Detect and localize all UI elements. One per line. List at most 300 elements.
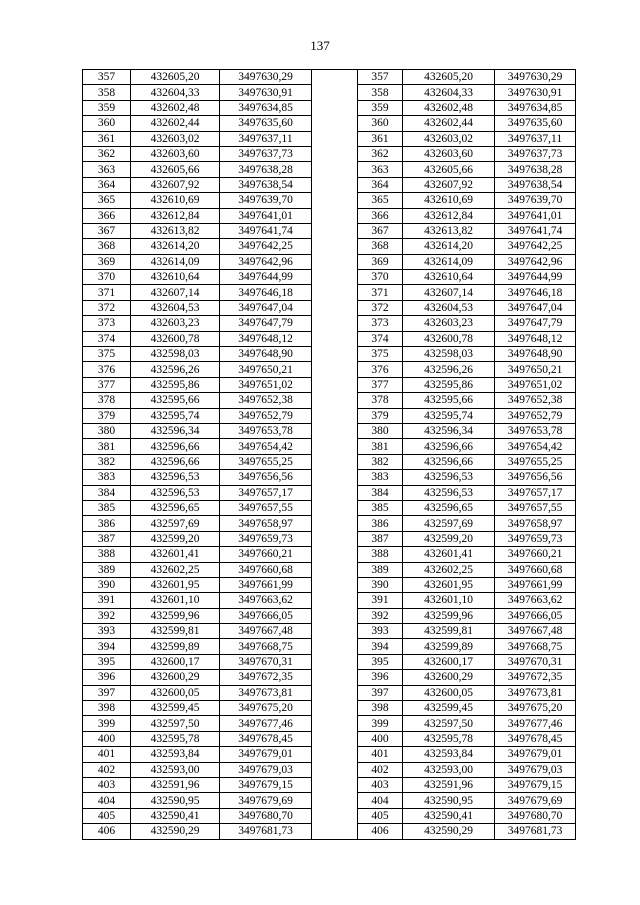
right-y-coordinate-cell: 3497668,75	[495, 639, 576, 654]
left-point-number-cell: 370	[83, 270, 131, 285]
right-x-coordinate-cell: 432596,66	[403, 454, 495, 469]
left-x-coordinate-cell: 432601,10	[131, 593, 220, 608]
table-row	[83, 408, 576, 423]
right-x-coordinate-cell: 432595,66	[403, 393, 495, 408]
left-x-coordinate-cell: 432601,41	[131, 547, 220, 562]
left-x-coordinate-cell: 432596,53	[131, 470, 220, 485]
left-y-coordinate-cell: 3497651,02	[220, 377, 312, 392]
table-row	[83, 701, 576, 716]
left-x-coordinate-cell: 432607,92	[131, 177, 220, 192]
right-x-coordinate-cell: 432604,53	[403, 300, 495, 315]
right-y-coordinate-cell: 3497630,29	[495, 70, 576, 85]
table-row	[83, 285, 576, 300]
left-x-coordinate-cell: 432595,86	[131, 377, 220, 392]
left-point-number-cell: 363	[83, 162, 131, 177]
left-point-number-cell: 388	[83, 547, 131, 562]
left-point-number-cell: 369	[83, 254, 131, 269]
right-point-number-cell: 374	[358, 331, 403, 346]
right-y-coordinate-cell: 3497680,70	[495, 808, 576, 823]
right-point-number-cell: 369	[358, 254, 403, 269]
left-x-coordinate-cell: 432610,64	[131, 270, 220, 285]
column-gap	[312, 270, 358, 285]
left-y-coordinate-cell: 3497679,03	[220, 762, 312, 777]
left-x-coordinate-cell: 432590,95	[131, 793, 220, 808]
right-x-coordinate-cell: 432595,74	[403, 408, 495, 423]
table-row	[83, 270, 576, 285]
right-y-coordinate-cell: 3497642,25	[495, 239, 576, 254]
right-x-coordinate-cell: 432602,25	[403, 562, 495, 577]
left-y-coordinate-cell: 3497637,11	[220, 131, 312, 146]
right-point-number-cell: 388	[358, 547, 403, 562]
left-x-coordinate-cell: 432600,29	[131, 670, 220, 685]
table-row	[83, 547, 576, 562]
right-y-coordinate-cell: 3497661,99	[495, 577, 576, 592]
column-gap	[312, 362, 358, 377]
left-y-coordinate-cell: 3497680,70	[220, 808, 312, 823]
column-gap	[312, 670, 358, 685]
right-y-coordinate-cell: 3497635,60	[495, 116, 576, 131]
left-point-number-cell: 358	[83, 85, 131, 100]
right-point-number-cell: 361	[358, 131, 403, 146]
left-point-number-cell: 392	[83, 608, 131, 623]
left-point-number-cell: 380	[83, 423, 131, 438]
right-y-coordinate-cell: 3497639,70	[495, 193, 576, 208]
right-x-coordinate-cell: 432599,45	[403, 701, 495, 716]
right-point-number-cell: 375	[358, 347, 403, 362]
left-point-number-cell: 361	[83, 131, 131, 146]
right-x-coordinate-cell: 432614,20	[403, 239, 495, 254]
left-x-coordinate-cell: 432599,81	[131, 624, 220, 639]
right-point-number-cell: 390	[358, 577, 403, 592]
column-gap	[312, 793, 358, 808]
left-y-coordinate-cell: 3497661,99	[220, 577, 312, 592]
right-x-coordinate-cell: 432600,05	[403, 685, 495, 700]
table-row	[83, 70, 576, 85]
right-y-coordinate-cell: 3497638,28	[495, 162, 576, 177]
left-point-number-cell: 400	[83, 731, 131, 746]
left-x-coordinate-cell: 432603,23	[131, 316, 220, 331]
right-point-number-cell: 386	[358, 516, 403, 531]
left-x-coordinate-cell: 432590,41	[131, 808, 220, 823]
right-y-coordinate-cell: 3497657,55	[495, 500, 576, 515]
right-x-coordinate-cell: 432607,14	[403, 285, 495, 300]
left-y-coordinate-cell: 3497638,54	[220, 177, 312, 192]
table-row	[83, 85, 576, 100]
right-point-number-cell: 373	[358, 316, 403, 331]
right-point-number-cell: 385	[358, 500, 403, 515]
left-y-coordinate-cell: 3497672,35	[220, 670, 312, 685]
table-row	[83, 146, 576, 161]
right-x-coordinate-cell: 432593,00	[403, 762, 495, 777]
right-x-coordinate-cell: 432599,89	[403, 639, 495, 654]
right-y-coordinate-cell: 3497659,73	[495, 531, 576, 546]
table-row	[83, 485, 576, 500]
left-x-coordinate-cell: 432612,84	[131, 208, 220, 223]
left-y-coordinate-cell: 3497634,85	[220, 100, 312, 115]
left-point-number-cell: 365	[83, 193, 131, 208]
column-gap	[312, 624, 358, 639]
right-y-coordinate-cell: 3497679,15	[495, 777, 576, 792]
left-point-number-cell: 357	[83, 70, 131, 85]
left-y-coordinate-cell: 3497657,17	[220, 485, 312, 500]
right-x-coordinate-cell: 432602,44	[403, 116, 495, 131]
right-x-coordinate-cell: 432604,33	[403, 85, 495, 100]
left-y-coordinate-cell: 3497673,81	[220, 685, 312, 700]
right-y-coordinate-cell: 3497637,11	[495, 131, 576, 146]
column-gap	[312, 593, 358, 608]
right-x-coordinate-cell: 432593,84	[403, 747, 495, 762]
left-x-coordinate-cell: 432600,78	[131, 331, 220, 346]
right-x-coordinate-cell: 432601,41	[403, 547, 495, 562]
page-number: 137	[310, 38, 330, 53]
table-row	[83, 208, 576, 223]
right-point-number-cell: 357	[358, 70, 403, 85]
left-point-number-cell: 401	[83, 747, 131, 762]
right-point-number-cell: 392	[358, 608, 403, 623]
right-y-coordinate-cell: 3497672,35	[495, 670, 576, 685]
left-x-coordinate-cell: 432614,20	[131, 239, 220, 254]
column-gap	[312, 70, 358, 85]
table-row	[83, 377, 576, 392]
right-y-coordinate-cell: 3497646,18	[495, 285, 576, 300]
left-x-coordinate-cell: 432599,89	[131, 639, 220, 654]
column-gap	[312, 485, 358, 500]
right-y-coordinate-cell: 3497647,04	[495, 300, 576, 315]
left-x-coordinate-cell: 432590,29	[131, 824, 220, 839]
right-point-number-cell: 376	[358, 362, 403, 377]
left-point-number-cell: 376	[83, 362, 131, 377]
left-point-number-cell: 405	[83, 808, 131, 823]
right-point-number-cell: 393	[358, 624, 403, 639]
right-x-coordinate-cell: 432603,02	[403, 131, 495, 146]
left-point-number-cell: 393	[83, 624, 131, 639]
table-row	[83, 531, 576, 546]
right-point-number-cell: 359	[358, 100, 403, 115]
left-point-number-cell: 381	[83, 439, 131, 454]
table-row	[83, 254, 576, 269]
table-row	[83, 116, 576, 131]
right-point-number-cell: 379	[358, 408, 403, 423]
right-x-coordinate-cell: 432599,96	[403, 608, 495, 623]
right-y-coordinate-cell: 3497641,01	[495, 208, 576, 223]
right-point-number-cell: 402	[358, 762, 403, 777]
left-point-number-cell: 399	[83, 716, 131, 731]
right-y-coordinate-cell: 3497654,42	[495, 439, 576, 454]
right-point-number-cell: 358	[358, 85, 403, 100]
left-y-coordinate-cell: 3497641,74	[220, 223, 312, 238]
right-y-coordinate-cell: 3497681,73	[495, 824, 576, 839]
left-y-coordinate-cell: 3497647,04	[220, 300, 312, 315]
left-y-coordinate-cell: 3497681,73	[220, 824, 312, 839]
right-x-coordinate-cell: 432600,78	[403, 331, 495, 346]
column-gap	[312, 377, 358, 392]
right-point-number-cell: 405	[358, 808, 403, 823]
right-x-coordinate-cell: 432598,03	[403, 347, 495, 362]
right-y-coordinate-cell: 3497655,25	[495, 454, 576, 469]
right-x-coordinate-cell: 432590,95	[403, 793, 495, 808]
column-gap	[312, 254, 358, 269]
left-y-coordinate-cell: 3497677,46	[220, 716, 312, 731]
left-point-number-cell: 360	[83, 116, 131, 131]
right-point-number-cell: 378	[358, 393, 403, 408]
left-point-number-cell: 373	[83, 316, 131, 331]
column-gap	[312, 547, 358, 562]
right-y-coordinate-cell: 3497679,69	[495, 793, 576, 808]
column-gap	[312, 454, 358, 469]
right-point-number-cell: 372	[358, 300, 403, 315]
left-point-number-cell: 368	[83, 239, 131, 254]
column-gap	[312, 731, 358, 746]
left-x-coordinate-cell: 432596,65	[131, 500, 220, 515]
right-x-coordinate-cell: 432601,10	[403, 593, 495, 608]
column-gap	[312, 639, 358, 654]
left-y-coordinate-cell: 3497653,78	[220, 423, 312, 438]
column-gap	[312, 701, 358, 716]
left-point-number-cell: 387	[83, 531, 131, 546]
right-point-number-cell: 362	[358, 146, 403, 161]
right-point-number-cell: 363	[358, 162, 403, 177]
right-y-coordinate-cell: 3497663,62	[495, 593, 576, 608]
right-point-number-cell: 394	[358, 639, 403, 654]
table-row	[83, 731, 576, 746]
left-point-number-cell: 398	[83, 701, 131, 716]
right-y-coordinate-cell: 3497666,05	[495, 608, 576, 623]
left-y-coordinate-cell: 3497659,73	[220, 531, 312, 546]
left-y-coordinate-cell: 3497670,31	[220, 654, 312, 669]
left-y-coordinate-cell: 3497630,29	[220, 70, 312, 85]
right-point-number-cell: 382	[358, 454, 403, 469]
right-x-coordinate-cell: 432599,81	[403, 624, 495, 639]
left-point-number-cell: 386	[83, 516, 131, 531]
left-x-coordinate-cell: 432591,96	[131, 777, 220, 792]
right-x-coordinate-cell: 432601,95	[403, 577, 495, 592]
left-x-coordinate-cell: 432599,20	[131, 531, 220, 546]
table-row	[83, 777, 576, 792]
column-gap	[312, 762, 358, 777]
right-x-coordinate-cell: 432596,66	[403, 439, 495, 454]
left-point-number-cell: 402	[83, 762, 131, 777]
right-x-coordinate-cell: 432596,34	[403, 423, 495, 438]
right-x-coordinate-cell: 432603,23	[403, 316, 495, 331]
left-point-number-cell: 394	[83, 639, 131, 654]
left-y-coordinate-cell: 3497675,20	[220, 701, 312, 716]
left-y-coordinate-cell: 3497660,68	[220, 562, 312, 577]
left-point-number-cell: 367	[83, 223, 131, 238]
left-y-coordinate-cell: 3497654,42	[220, 439, 312, 454]
left-point-number-cell: 396	[83, 670, 131, 685]
right-x-coordinate-cell: 432596,26	[403, 362, 495, 377]
left-x-coordinate-cell: 432595,78	[131, 731, 220, 746]
left-y-coordinate-cell: 3497663,62	[220, 593, 312, 608]
right-x-coordinate-cell: 432597,69	[403, 516, 495, 531]
right-y-coordinate-cell: 3497641,74	[495, 223, 576, 238]
right-x-coordinate-cell: 432595,86	[403, 377, 495, 392]
left-point-number-cell: 359	[83, 100, 131, 115]
table-row	[83, 100, 576, 115]
left-x-coordinate-cell: 432596,34	[131, 423, 220, 438]
right-y-coordinate-cell: 3497675,20	[495, 701, 576, 716]
right-x-coordinate-cell: 432605,20	[403, 70, 495, 85]
left-y-coordinate-cell: 3497641,01	[220, 208, 312, 223]
column-gap	[312, 193, 358, 208]
right-point-number-cell: 396	[358, 670, 403, 685]
column-gap	[312, 577, 358, 592]
right-point-number-cell: 383	[358, 470, 403, 485]
left-y-coordinate-cell: 3497657,55	[220, 500, 312, 515]
left-point-number-cell: 382	[83, 454, 131, 469]
right-point-number-cell: 381	[358, 439, 403, 454]
right-point-number-cell: 371	[358, 285, 403, 300]
right-y-coordinate-cell: 3497673,81	[495, 685, 576, 700]
right-y-coordinate-cell: 3497630,91	[495, 85, 576, 100]
column-gap	[312, 516, 358, 531]
right-y-coordinate-cell: 3497637,73	[495, 146, 576, 161]
right-x-coordinate-cell: 432596,53	[403, 470, 495, 485]
column-gap	[312, 162, 358, 177]
right-point-number-cell: 360	[358, 116, 403, 131]
left-y-coordinate-cell: 3497639,70	[220, 193, 312, 208]
left-y-coordinate-cell: 3497648,90	[220, 347, 312, 362]
table-row	[83, 793, 576, 808]
left-x-coordinate-cell: 432596,66	[131, 454, 220, 469]
column-gap	[312, 808, 358, 823]
left-y-coordinate-cell: 3497666,05	[220, 608, 312, 623]
right-point-number-cell: 399	[358, 716, 403, 731]
right-x-coordinate-cell: 432607,92	[403, 177, 495, 192]
right-point-number-cell: 403	[358, 777, 403, 792]
column-gap	[312, 408, 358, 423]
left-x-coordinate-cell: 432596,53	[131, 485, 220, 500]
table-row	[83, 716, 576, 731]
right-x-coordinate-cell: 432613,82	[403, 223, 495, 238]
right-x-coordinate-cell: 432610,64	[403, 270, 495, 285]
left-x-coordinate-cell: 432604,53	[131, 300, 220, 315]
left-y-coordinate-cell: 3497635,60	[220, 116, 312, 131]
left-point-number-cell: 403	[83, 777, 131, 792]
left-point-number-cell: 383	[83, 470, 131, 485]
right-y-coordinate-cell: 3497660,21	[495, 547, 576, 562]
table-row	[83, 162, 576, 177]
left-x-coordinate-cell: 432595,74	[131, 408, 220, 423]
column-gap	[312, 85, 358, 100]
left-point-number-cell: 364	[83, 177, 131, 192]
right-y-coordinate-cell: 3497648,90	[495, 347, 576, 362]
right-x-coordinate-cell: 432596,65	[403, 500, 495, 515]
left-point-number-cell: 362	[83, 146, 131, 161]
table-row	[83, 654, 576, 669]
table-row	[83, 239, 576, 254]
right-point-number-cell: 365	[358, 193, 403, 208]
left-y-coordinate-cell: 3497646,18	[220, 285, 312, 300]
column-gap	[312, 439, 358, 454]
right-y-coordinate-cell: 3497644,99	[495, 270, 576, 285]
right-x-coordinate-cell: 432603,60	[403, 146, 495, 161]
left-point-number-cell: 378	[83, 393, 131, 408]
column-gap	[312, 531, 358, 546]
right-point-number-cell: 364	[358, 177, 403, 192]
left-x-coordinate-cell: 432595,66	[131, 393, 220, 408]
right-point-number-cell: 366	[358, 208, 403, 223]
right-x-coordinate-cell: 432597,50	[403, 716, 495, 731]
left-x-coordinate-cell: 432598,03	[131, 347, 220, 362]
left-y-coordinate-cell: 3497667,48	[220, 624, 312, 639]
right-point-number-cell: 406	[358, 824, 403, 839]
left-y-coordinate-cell: 3497658,97	[220, 516, 312, 531]
left-x-coordinate-cell: 432600,17	[131, 654, 220, 669]
right-y-coordinate-cell: 3497677,46	[495, 716, 576, 731]
table-row	[83, 685, 576, 700]
column-gap	[312, 116, 358, 131]
table-row	[83, 593, 576, 608]
left-y-coordinate-cell: 3497679,01	[220, 747, 312, 762]
right-x-coordinate-cell: 432599,20	[403, 531, 495, 546]
right-x-coordinate-cell: 432600,29	[403, 670, 495, 685]
right-x-coordinate-cell: 432590,41	[403, 808, 495, 823]
right-x-coordinate-cell: 432591,96	[403, 777, 495, 792]
left-point-number-cell: 366	[83, 208, 131, 223]
left-x-coordinate-cell: 432602,44	[131, 116, 220, 131]
left-y-coordinate-cell: 3497656,56	[220, 470, 312, 485]
table-row	[83, 423, 576, 438]
column-gap	[312, 777, 358, 792]
left-y-coordinate-cell: 3497652,79	[220, 408, 312, 423]
column-gap	[312, 562, 358, 577]
right-point-number-cell: 395	[358, 654, 403, 669]
right-point-number-cell: 387	[358, 531, 403, 546]
column-gap	[312, 316, 358, 331]
column-gap	[312, 747, 358, 762]
right-x-coordinate-cell: 432600,17	[403, 654, 495, 669]
left-point-number-cell: 375	[83, 347, 131, 362]
column-gap	[312, 239, 358, 254]
table-row	[83, 393, 576, 408]
coordinates-table-body	[83, 70, 576, 840]
right-y-coordinate-cell: 3497667,48	[495, 624, 576, 639]
left-x-coordinate-cell: 432593,00	[131, 762, 220, 777]
right-y-coordinate-cell: 3497678,45	[495, 731, 576, 746]
column-gap	[312, 146, 358, 161]
left-point-number-cell: 406	[83, 824, 131, 839]
right-y-coordinate-cell: 3497642,96	[495, 254, 576, 269]
left-y-coordinate-cell: 3497642,96	[220, 254, 312, 269]
column-gap	[312, 608, 358, 623]
left-x-coordinate-cell: 432605,66	[131, 162, 220, 177]
column-gap	[312, 685, 358, 700]
left-x-coordinate-cell: 432596,66	[131, 439, 220, 454]
left-y-coordinate-cell: 3497678,45	[220, 731, 312, 746]
table-row	[83, 362, 576, 377]
left-point-number-cell: 395	[83, 654, 131, 669]
table-row	[83, 439, 576, 454]
right-x-coordinate-cell: 432590,29	[403, 824, 495, 839]
column-gap	[312, 824, 358, 839]
left-point-number-cell: 371	[83, 285, 131, 300]
right-y-coordinate-cell: 3497653,78	[495, 423, 576, 438]
right-point-number-cell: 404	[358, 793, 403, 808]
left-x-coordinate-cell: 432605,20	[131, 70, 220, 85]
column-gap	[312, 100, 358, 115]
column-gap	[312, 654, 358, 669]
right-x-coordinate-cell: 432610,69	[403, 193, 495, 208]
column-gap	[312, 223, 358, 238]
left-y-coordinate-cell: 3497679,15	[220, 777, 312, 792]
table-row	[83, 300, 576, 315]
left-point-number-cell: 377	[83, 377, 131, 392]
right-x-coordinate-cell: 432612,84	[403, 208, 495, 223]
column-gap	[312, 131, 358, 146]
right-y-coordinate-cell: 3497679,01	[495, 747, 576, 762]
left-x-coordinate-cell: 432602,48	[131, 100, 220, 115]
